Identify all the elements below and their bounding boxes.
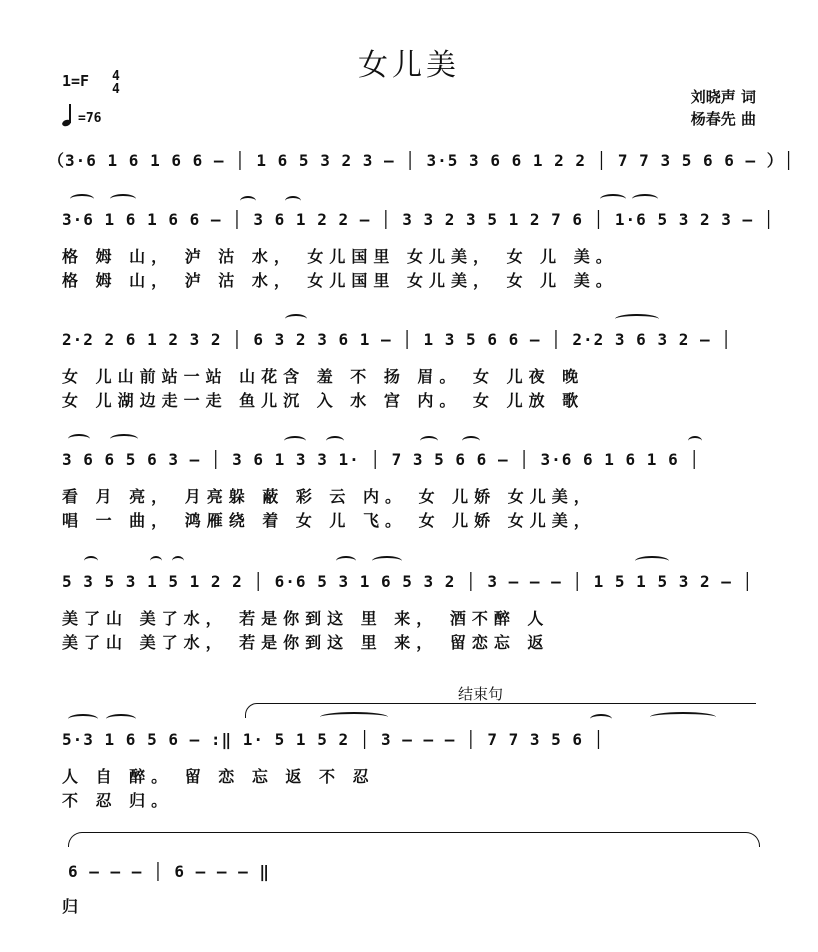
slur [615, 314, 659, 324]
lyrics-verse-2: 美了山 美了水， 若是你到这 里 来， 留恋忘 返 [62, 633, 550, 652]
lyrics-verse-2: 不 忍 归。 [62, 791, 174, 810]
tempo-marking [62, 104, 101, 126]
slur [285, 314, 307, 324]
slur [462, 436, 480, 446]
lyrics-verse-1: 看 月 亮， 月亮躲 蔽 彩 云 内。 女 儿娇 女儿美， [62, 487, 596, 506]
score-row-2 [0, 330, 818, 420]
tie-arc [68, 832, 760, 847]
slur [110, 434, 138, 444]
slur [106, 714, 136, 724]
time-signature [112, 70, 120, 96]
lyrics-verse-1: 人 自 醉。 留 恋 忘 返 不 忍 [62, 767, 375, 786]
jianpu-notes: 5 3 5 3 1 5 1 2 2 │ 6·6 5 3 1 6 5 3 2 │ 3 – – – │ 1 5 1 5 3 2 – │ [62, 572, 754, 591]
slur [110, 194, 136, 204]
lyrics-verse-2: 女 儿湖边走一走 鱼儿沉 入 水 宫 内。 女 儿放 歌 [62, 391, 585, 410]
lyrics-verse-1: 归 [62, 897, 85, 916]
jianpu-notes: 2·2 2 6 1 2 3 2 │ 6 3 2 3 6 1 – │ 1 3 5 6 6 – │ 2·2 3 6 3 2 – │ [62, 330, 732, 349]
key-signature: 1=F [62, 72, 90, 90]
jianpu-notes: 6 – – – │ 6 – – – ‖ [68, 862, 271, 881]
slur [240, 196, 256, 206]
jianpu-notes: （3·6 1 6 1 6 6 – │ 1 6 5 3 2 3 – │ 3·5 3 6 6 1 2 2 │ 7 7 3 5 6 6 – ）│ [48, 151, 795, 170]
slur [70, 194, 94, 204]
ending-label: 结束句 [458, 685, 504, 703]
jianpu-notes: 3·6 1 6 1 6 6 – │ 3 6 1 2 2 – │ 3 3 2 3 5 1 2 7 6 │ 1·6 5 3 2 3 – │ [62, 210, 775, 229]
lyrics-verse-2: 格 姆 山， 泸 沽 水， 女儿国里 女儿美， 女 儿 美。 [62, 271, 618, 290]
lyrics-verse-1: 美了山 美了水， 若是你到这 里 来， 酒不醉 人 [62, 609, 550, 628]
composer-credit: 杨春先 曲 [690, 110, 756, 128]
song-title: 女儿美 [358, 48, 460, 83]
time-signature-top: 4 [112, 69, 120, 84]
lyrics-verse-1: 女 儿山前站一站 山花含 羞 不 扬 眉。 女 儿夜 晚 [62, 367, 585, 386]
score-row-1 [0, 210, 818, 300]
score-row-3 [0, 450, 818, 540]
tempo-value: =76 [78, 111, 102, 126]
lyrics-verse-2: 唱 一 曲， 鸿雁绕 着 女 儿 飞。 女 儿娇 女儿美， [62, 511, 596, 530]
score-row-6 [0, 862, 818, 952]
slur [68, 434, 90, 444]
jianpu-notes: 3 6 6 5 6 3 – │ 3 6 1 3 3 1· │ 7 3 5 6 6 – │ 3·6 6 1 6 1 6 │ [62, 450, 700, 469]
time-signature-bottom: 4 [112, 82, 120, 97]
score-row-4 [0, 572, 818, 662]
slur [284, 436, 306, 446]
slur [285, 196, 301, 206]
slur [172, 556, 184, 566]
slur [320, 712, 388, 722]
lyrics-verse-1: 格 姆 山， 泸 沽 水， 女儿国里 女儿美， 女 儿 美。 [62, 247, 618, 266]
lyricist-credit: 刘晓声 词 [690, 88, 756, 106]
slur [590, 714, 612, 724]
slur [420, 436, 438, 446]
slur [650, 712, 716, 722]
slur [372, 556, 402, 566]
slur [150, 556, 162, 566]
slur [600, 194, 626, 204]
slur [326, 436, 344, 446]
slur [688, 436, 702, 446]
slur [635, 556, 669, 566]
quarter-note-icon [62, 104, 78, 126]
jianpu-notes: 5·3 1 6 5 6 – :‖ 1· 5 1 5 2 │ 3 – – – │ 7 7 3 5 6 │ [62, 730, 605, 749]
slur [632, 194, 658, 204]
slur [68, 714, 98, 724]
slur [336, 556, 356, 566]
score-row-5 [0, 730, 818, 820]
slur [84, 556, 98, 566]
